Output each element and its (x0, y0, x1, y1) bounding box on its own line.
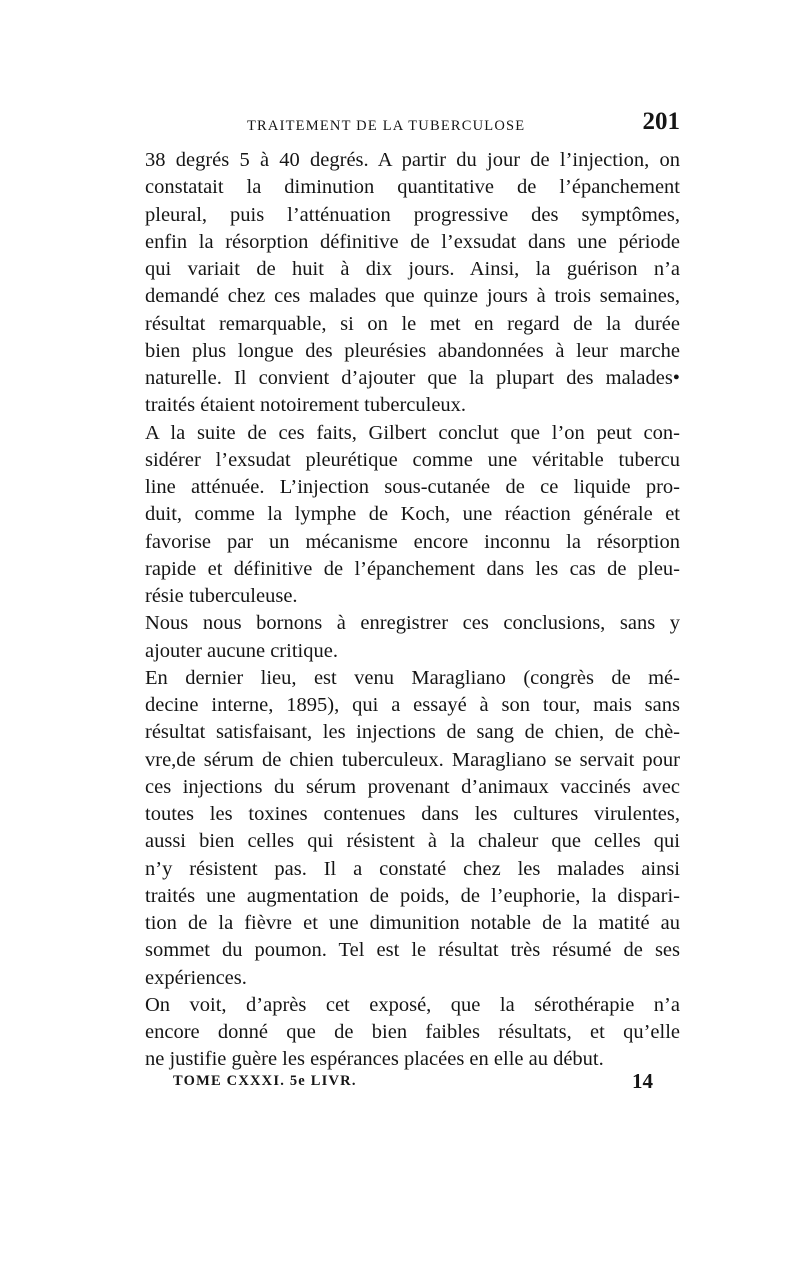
text-line: traités étaient notoirement tuberculeux. (145, 394, 467, 417)
text-line: tion de la fièvre et une dimunition notable de la matité au (145, 912, 680, 934)
text-line: favorise par un mécanisme encore inconnu la résorption (145, 530, 680, 553)
text-line: toutes les toxines contenues dans les cultures virulentes, (145, 803, 680, 825)
text-line: demandé chez ces malades que quinze jours à trois semaines, (145, 285, 680, 308)
running-title: TRAITEMENT DE LA TUBERCULOSE (247, 118, 526, 134)
text-line: qui variait de huit à dix jours. Ainsi, la guérison n’a (145, 258, 680, 280)
text-line: traités une augmentation de poids, de l’euphorie, la dispari- (145, 884, 680, 907)
text-line: ces injections du sérum provenant d’animaux vaccinés avec (145, 775, 680, 798)
text-line: aussi bien celles qui résistent à la chaleur que celles qui (145, 830, 680, 853)
text-line: Nous nous bornons à enregistrer ces conclusions, sans y (145, 612, 680, 635)
text-line: decine interne, 1895), qui a essayé à son tour, mais sans (145, 694, 680, 716)
text-line: encore donné que de bien faibles résultats, et qu’elle (145, 1021, 680, 1043)
text-line: constatait la diminution quantitative de l’épanchement (145, 176, 680, 199)
paragraph (145, 992, 680, 1074)
running-head (145, 108, 680, 142)
text-line: 38 degrés 5 à 40 degrés. A partir du jour de l’injection, on (145, 149, 680, 171)
paragraph (145, 665, 680, 992)
text-line: sidérer l’exsudat pleurétique comme une véritable tubercu (145, 448, 680, 471)
text-line: résultat remarquable, si on le met en regard de la durée (145, 312, 680, 335)
text-line: bien plus longue des pleurésies abandonnées à leur marche (145, 339, 680, 362)
text-line: ne justifie guère les espérances placées en elle au début. (145, 1048, 604, 1071)
text-line: naturelle. Il convient d’ajouter que la plupart des malades• (145, 367, 680, 389)
text-line: line atténuée. L’injection sous-cutanée de ce liquide pro- (145, 476, 680, 498)
paragraph (145, 420, 680, 611)
page-number: 201 (642, 108, 680, 135)
text-line: rapide et définitive de l’épanchement dans les cas de pleu- (145, 557, 680, 580)
text-line: ajouter aucune critique. (145, 639, 338, 662)
text-line: expériences. (145, 966, 247, 989)
printer-signature (173, 1069, 653, 1095)
signature-number: 14 (632, 1069, 653, 1093)
text-line: résultat satisfaisant, les injections de sang de chien, de chè- (145, 721, 680, 744)
body-text (145, 147, 680, 1074)
text-line: En dernier lieu, est venu Maragliano (congrès de mé- (145, 666, 680, 689)
text-line: n’y résistent pas. Il a constaté chez les malades ainsi (145, 857, 680, 880)
text-line: sommet du poumon. Tel est le résultat très résumé de ses (145, 939, 680, 962)
text-line: vre,de sérum de chien tuberculeux. Maragliano se servait pour (145, 748, 680, 771)
text-line: A la suite de ces faits, Gilbert conclut que l’on peut con- (145, 421, 680, 444)
text-line: résie tuberculeuse. (145, 585, 298, 607)
text-line: pleural, puis l’atténuation progressive des symptômes, (145, 203, 680, 226)
paragraph (145, 610, 680, 665)
text-line: On voit, d’après cet exposé, que la sérothérapie n’a (145, 993, 680, 1016)
paragraph (145, 147, 680, 420)
text-line: duit, comme la lymphe de Koch, une réaction générale et (145, 503, 680, 526)
signature-mark: TOME CXXXI. 5e LIVR. (173, 1073, 357, 1089)
text-line: enfin la résorption définitive de l’exsudat dans une période (145, 230, 680, 253)
